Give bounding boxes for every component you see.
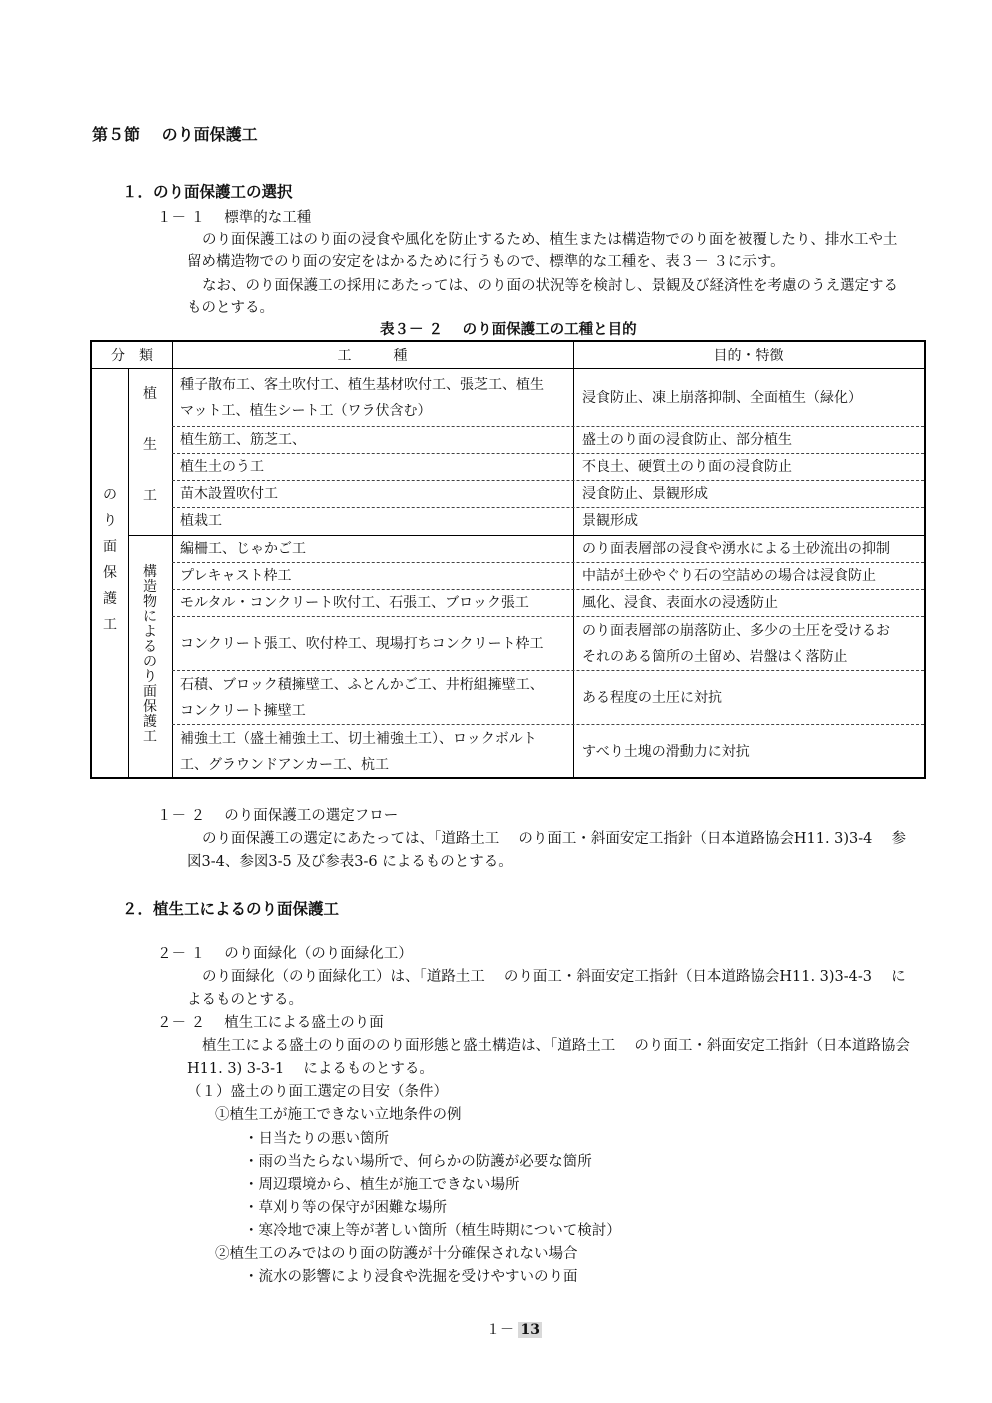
- type-cell: 編柵工、じゃかご工: [180, 541, 306, 557]
- category-char: り: [143, 669, 157, 685]
- type-cell: プレキャスト枠工: [180, 568, 292, 584]
- type-cell: 石積、ブロック積擁壁工、ふとんかご工、井桁組擁壁工、: [180, 677, 544, 693]
- header-type: 工 種: [337, 348, 408, 364]
- category-vegetation: [141, 387, 159, 540]
- purpose-cell: 浸食防止、景観形成: [582, 486, 708, 502]
- page-number-prefix: １－: [486, 1322, 519, 1338]
- paragraph-line: のり面保護工の選定にあたっては、「道路土工 のり面工・斜面安定工指針（日本道路協会H11. 3)3-4 参: [202, 831, 907, 847]
- purpose-cell: のり面表層部の浸食や湧水による土砂流出の抑制: [582, 541, 890, 557]
- list-item: ・雨の当たらない場所で、何らかの防護が必要な箇所: [244, 1154, 592, 1170]
- category-char: 工: [143, 488, 157, 504]
- sub-item-heading: ②植生工のみではのり面の防護が十分確保されない場合: [215, 1246, 578, 1262]
- list-item: ・周辺環境から、植生が施工できない場所: [244, 1177, 520, 1193]
- category-char: 構: [143, 564, 157, 580]
- category-slope-protection: [101, 488, 119, 644]
- category-char: 面: [143, 684, 157, 700]
- purpose-cell: 中詰が土砂やぐり石の空詰めの場合は浸食防止: [582, 568, 876, 584]
- paragraph-line: 図3-4、参図3-5 及び参表3-6 によるものとする。: [187, 854, 513, 870]
- list-item: ・日当たりの悪い箇所: [244, 1131, 389, 1147]
- list-item: ・草刈り等の保守が困難な場所: [244, 1200, 447, 1216]
- subsection-1-2-title: １－ ２ のり面保護工の選定フロー: [157, 808, 399, 824]
- subsection-1-title: １．のり面保護工の選択: [122, 182, 293, 201]
- list-item: ・寒冷地で凍上等が著しい箇所（植生時期について検討）: [244, 1223, 621, 1239]
- category-char: り: [103, 513, 117, 529]
- item-heading: （１）盛土のり面工選定の目安（条件）: [187, 1084, 448, 1100]
- purpose-cell: 盛土のり面の浸食防止、部分植生: [582, 432, 792, 448]
- page-number-value: 13: [520, 1322, 540, 1338]
- paragraph-line: ものとする。: [187, 300, 274, 316]
- type-cell: 植生筋工、筋芝工、: [180, 432, 306, 448]
- purpose-cell: すべり土塊の滑動力に対抗: [582, 744, 750, 760]
- list-item: ・流水の影響により浸食や洗掘を受けやすいのり面: [244, 1269, 578, 1285]
- category-char: 面: [103, 539, 117, 555]
- type-cell: コンクリート擁壁工: [180, 703, 306, 719]
- paragraph-line: 留め構造物でのり面の安定をはかるために行うもので、標準的な工種を、表３－ ３に示す。: [187, 254, 785, 270]
- page-number: [486, 1319, 542, 1339]
- paragraph-line: よるものとする。: [187, 992, 303, 1008]
- sub-item-heading: ①植生工が施工できない立地条件の例: [215, 1107, 462, 1123]
- header-purpose: 目的・特徴: [713, 348, 784, 364]
- purpose-cell: 浸食防止、凍上崩落抑制、全面植生（緑化）: [582, 390, 862, 406]
- section-title: 第５節 のり面保護工: [92, 125, 258, 144]
- category-char: 物: [143, 594, 157, 610]
- category-char: の: [103, 487, 117, 503]
- type-cell: 種子散布工、客土吹付工、植生基材吹付工、張芝工、植生: [180, 377, 544, 393]
- category-char: 工: [103, 617, 117, 633]
- category-char: 保: [103, 565, 117, 581]
- subsection-1-1-title: １－ １ 標準的な工種: [157, 210, 312, 226]
- purpose-cell: のり面表層部の崩落防止、多少の土圧を受けるお: [582, 623, 890, 639]
- paragraph-line: のり面緑化（のり面緑化工）は、「道路土工 のり面工・斜面安定工指針（日本道路協会H11. 3)3-4-3 に: [202, 969, 906, 985]
- paragraph-line: なお、のり面保護工の採用にあたっては、のり面の状況等を検討し、景観及び経済性を考慮のうえ選定する: [202, 278, 898, 294]
- category-structure: [141, 565, 159, 745]
- table-caption: 表３－ ２ のり面保護工の工種と目的: [380, 321, 637, 338]
- category-char: 生: [143, 437, 157, 453]
- purpose-cell: ある程度の土圧に対抗: [582, 690, 722, 706]
- category-char: よ: [143, 624, 157, 640]
- type-cell: 工、グラウンドアンカー工、杭工: [180, 757, 390, 773]
- type-cell: モルタル・コンクリート吹付工、石張工、ブロック張工: [180, 595, 529, 611]
- category-char: の: [143, 654, 157, 670]
- category-char: に: [143, 609, 157, 625]
- type-cell: コンクリート張工、吹付枠工、現場打ちコンクリート枠工: [180, 636, 544, 652]
- purpose-cell: 不良土、硬質土のり面の浸食防止: [582, 459, 792, 475]
- category-char: 造: [143, 579, 157, 595]
- paragraph-line: H11. 3) 3-3-1 によるものとする。: [187, 1061, 434, 1077]
- category-char: る: [143, 639, 157, 655]
- category-char: 護: [143, 714, 157, 730]
- category-char: 工: [143, 729, 157, 745]
- paragraph-line: のり面保護工はのり面の浸食や風化を防止するため、植生または構造物でのり面を被覆したり、排水工や土: [202, 232, 898, 248]
- category-char: 護: [103, 591, 117, 607]
- type-cell: 補強土工（盛土補強土工、切土補強土工）、ロックボルト: [180, 731, 537, 747]
- header-category: 分 類: [111, 348, 153, 364]
- category-char: 保: [143, 699, 157, 715]
- purpose-cell: それのある箇所の土留め、岩盤はく落防止: [582, 649, 848, 665]
- type-cell: 苗木設置吹付工: [180, 486, 278, 502]
- purpose-cell: 風化、浸食、表面水の浸透防止: [582, 595, 778, 611]
- subsection-2-2-title: ２－ ２ 植生工による盛土のり面: [157, 1015, 384, 1031]
- subsection-2-1-title: ２－ １ のり面緑化（のり面緑化工）: [157, 946, 413, 962]
- subsection-2-title: ２．植生工によるのり面保護工: [122, 899, 340, 918]
- type-cell: マット工、植生シート工（ワラ伏含む）: [180, 403, 432, 419]
- type-cell: 植栽工: [180, 513, 222, 529]
- purpose-cell: 景観形成: [582, 513, 638, 529]
- type-cell: 植生土のう工: [180, 459, 264, 475]
- slope-protection-table: [90, 340, 926, 779]
- paragraph-line: 植生工による盛土のり面ののり面形態と盛土構造は、「道路土工 のり面工・斜面安定工指針（日本道路協会: [202, 1038, 910, 1054]
- category-char: 植: [143, 386, 157, 402]
